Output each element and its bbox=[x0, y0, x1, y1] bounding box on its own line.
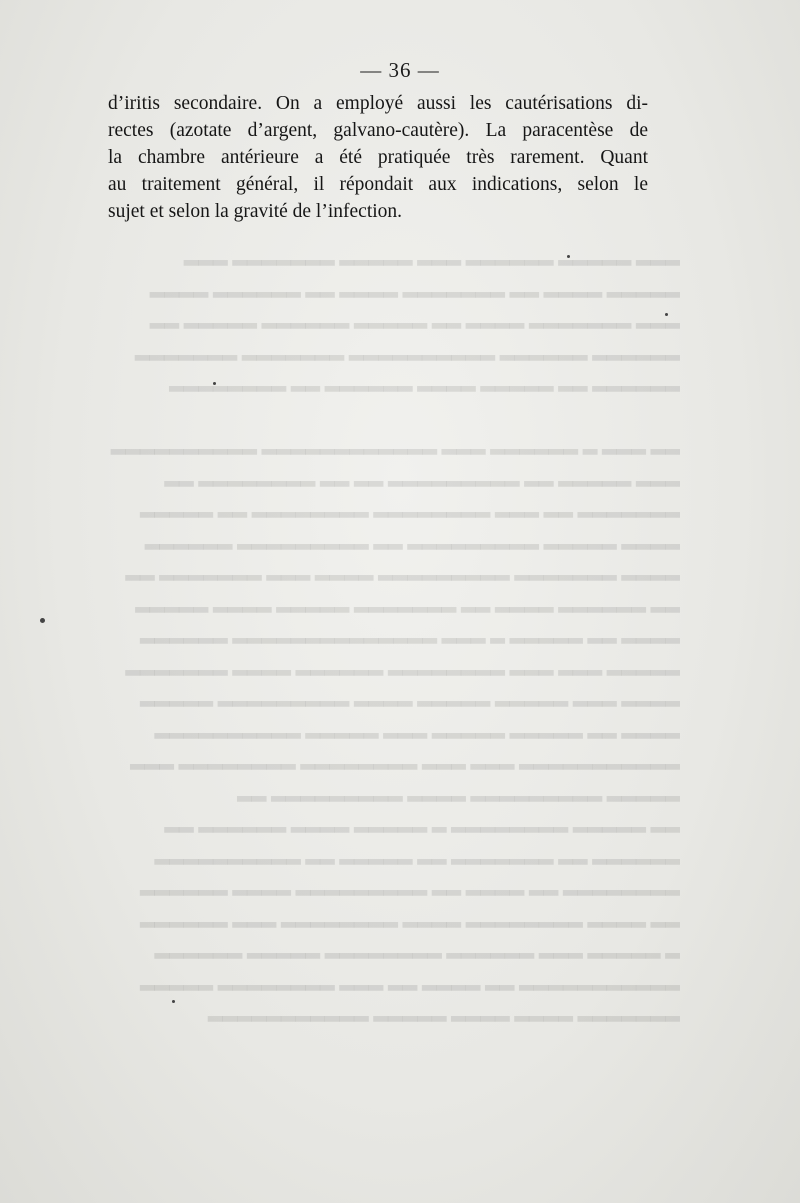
page-number: — 36 — bbox=[360, 58, 440, 82]
text-line: d’iritis secondaire. On a employé aussi les cautérisations di- bbox=[108, 93, 648, 114]
ink-speck bbox=[172, 1000, 175, 1003]
body-paragraph bbox=[108, 90, 648, 225]
ink-speck bbox=[40, 618, 45, 623]
show-through-texture: ▂▂▂ ▂▂▂▂▂ ▂▂▂▂▂▂ ▂▂▂ ▂▂▂▂▂ ▂▂▂▂▂▂▂ ▂▂▂ ▂▂▂▂▂ ▂▂▂▂ ▂▂ ▂▂▂▂▂▂▂ ▂▂▂▂ ▂▂ ▂▂▂▂▂▂ ▂▂▂▂ ▂▂▂ ▂▂▂▂▂▂▂ ▂▂▂▂ ▂▂ ▂▂▂▂▂ ▂▂▂▂▂▂ ▂▂▂▂▂ ▂▂ ▂▂▂▂▂▂ ▂▂▂▂▂▂ ▂▂▂▂▂▂▂▂▂▂ ▂▂▂▂▂▂▂ ▂▂▂▂▂▂▂ ▂▂▂▂▂▂ ▂▂ ▂▂▂▂▂ ▂▂▂▂ ▂▂▂▂▂▂ ▂▂ ▂▂▂▂▂▂▂▂ ▂▂ ▂▂▂ ▂ ▂▂▂▂▂▂ ▂▂▂ ▂▂▂▂▂▂▂▂▂▂▂▂ ▂▂▂▂▂▂▂▂▂▂ ▂▂▂ ▂▂▂▂▂ ▂▂ ▂▂▂▂▂▂▂▂▂ ▂▂ ▂▂ ▂▂▂▂▂▂▂▂ ▂▂ ▂▂▂▂▂▂▂ ▂▂ ▂▂▂ ▂▂▂▂▂▂▂▂ ▂▂▂▂▂▂▂▂ ▂▂ ▂▂▂▂▂ ▂▂▂▂ ▂▂▂▂▂ ▂▂▂▂▂▂▂▂▂ ▂▂ ▂▂▂▂▂▂▂▂▂ ▂▂▂▂▂▂ ▂▂▂▂ ▂▂▂▂▂▂▂ ▂▂▂▂▂▂▂▂▂ ▂▂▂▂ ▂▂▂ ▂▂▂▂▂▂▂ ▂▂ ▂▂ ▂▂▂▂▂▂ ▂▂▂▂ ▂▂ ▂▂▂▂▂▂▂ ▂▂▂▂▂ ▂▂▂▂ ▂▂▂▂▂ ▂▂▂▂ ▂▂ ▂▂▂▂▂ ▂ ▂▂▂ ▂▂▂▂▂▂▂▂▂▂▂▂▂▂ ▂▂▂▂▂▂ ▂▂▂▂▂ ▂▂▂ ▂▂▂ ▂▂▂▂▂▂▂▂ ▂▂▂▂▂▂ ▂▂▂▂ ▂▂▂▂▂▂▂ ▂▂▂▂ ▂▂▂ ▂▂▂▂▂ ▂▂▂▂▂ ▂▂▂▂ ▂▂▂▂▂▂▂▂▂ ▂▂▂▂▂ ▂▂▂▂ ▂▂ ▂▂▂▂▂ ▂▂▂▂▂ ▂▂▂ ▂▂▂▂▂ ▂▂▂▂▂▂▂▂▂▂ ▂▂▂▂▂▂▂▂▂▂▂ ▂▂▂ ▂▂▂ ▂▂▂▂▂▂▂▂ ▂▂▂▂▂▂▂▂ ▂▂▂ ▂▂▂▂▂ ▂▂▂▂▂▂▂▂▂ ▂▂▂▂ ▂▂▂▂▂▂▂▂▂ ▂▂ ▂▂ ▂▂▂▂▂ ▂▂▂▂▂▂▂▂ ▂ ▂▂▂▂▂ ▂▂▂▂ ▂▂▂▂▂▂ ▂▂ ▂▂▂▂▂▂ ▂▂ ▂▂▂▂▂▂▂ ▂▂ ▂▂▂▂▂ ▂▂ ▂▂▂▂▂▂▂▂▂▂ ▂▂▂▂▂▂▂▂ ▂▂ ▂▂▂▂ ▂▂ ▂▂▂▂▂▂▂▂▂ ▂▂▂▂ ▂▂▂▂▂▂ ▂▂ ▂▂▂▂ ▂▂▂▂▂▂▂▂ ▂▂▂▂ ▂▂▂▂▂▂▂▂ ▂▂▂ ▂▂▂▂▂▂ ▂ ▂▂▂▂▂ ▂▂▂ ▂▂▂▂▂▂ ▂▂▂▂▂▂▂▂ ▂▂▂▂▂ ▂▂▂▂▂▂ ▂▂▂▂▂▂▂▂▂▂▂ ▂▂ ▂▂▂▂ ▂▂ ▂▂▂ ▂▂▂▂▂▂▂▂ ▂▂▂▂▂ ▂▂▂▂▂▂▂ ▂▂▂▂ ▂▂▂▂ ▂▂▂▂▂ ▂▂▂▂▂▂▂▂▂▂▂ bbox=[110, 245, 680, 1022]
text-line: au traitement général, il répondait aux indications, selon le bbox=[108, 174, 648, 195]
ink-speck bbox=[665, 313, 668, 316]
ink-speck bbox=[567, 255, 570, 258]
text-line: rectes (azotate d’argent, galvano-cautère). La paracentèse de bbox=[108, 120, 648, 141]
text-line: sujet et selon la gravité de l’infection. bbox=[108, 201, 403, 222]
ink-speck bbox=[213, 382, 216, 385]
text-line: la chambre antérieure a été pratiquée très rarement. Quant bbox=[108, 147, 648, 168]
